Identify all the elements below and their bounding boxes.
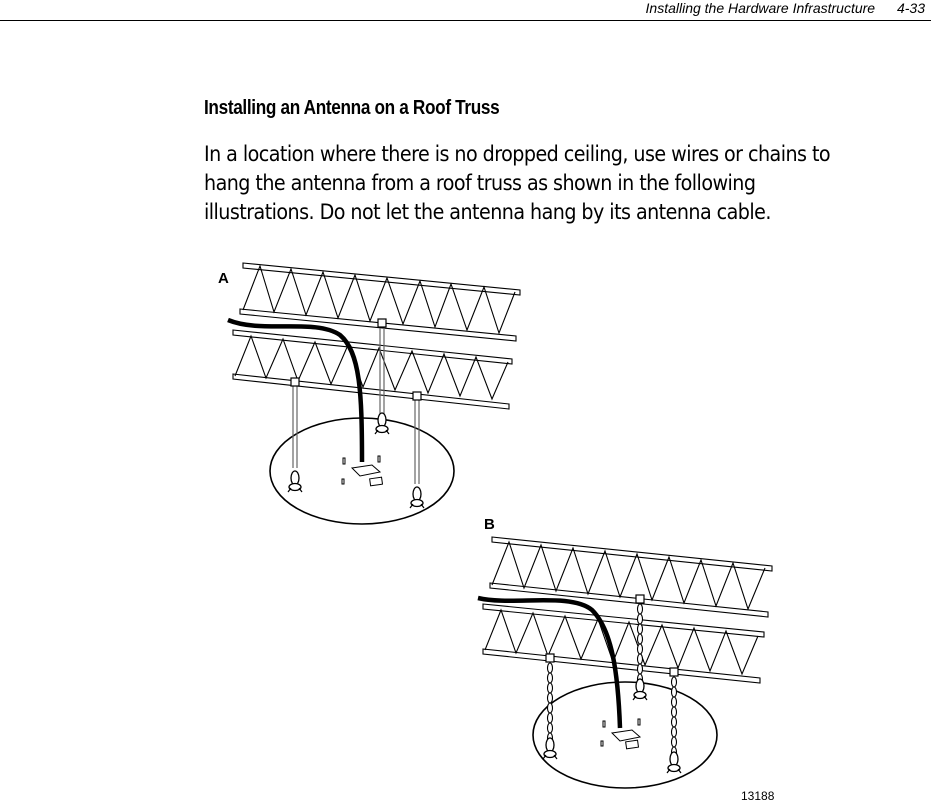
page-number: 4-33 [896,0,925,16]
roof-truss-upper-b [490,537,772,617]
truss-clip-icon [546,654,554,662]
antenna-installation-illustration [0,250,931,800]
illustration-b [478,516,772,788]
page-header [0,0,931,22]
truss-clip-icon [670,668,678,676]
truss-clip-icon [291,378,299,386]
roof-truss-lower-b [483,604,764,683]
roof-truss-lower-a [233,330,512,409]
illustration-a [218,263,520,524]
header-rule [0,20,931,21]
truss-clip-icon [636,595,644,603]
figure-number: 13188 [741,789,775,800]
truss-clip-icon [378,319,386,327]
figure-label-b: B [484,516,495,533]
chapter-title: Installing the Hardware Infrastructure [645,0,876,16]
body-paragraph: In a location where there is no dropped ceiling, use wires or chains to hang the antenna from a roof truss as shown in the following illustrations. Do not let the antenna hang by its antenna cable. [204,142,831,224]
truss-clip-icon [413,392,421,400]
figure-label-a: A [218,270,229,287]
running-header [646,0,925,16]
section-title: Installing an Antenna on a Roof Truss [204,97,500,119]
